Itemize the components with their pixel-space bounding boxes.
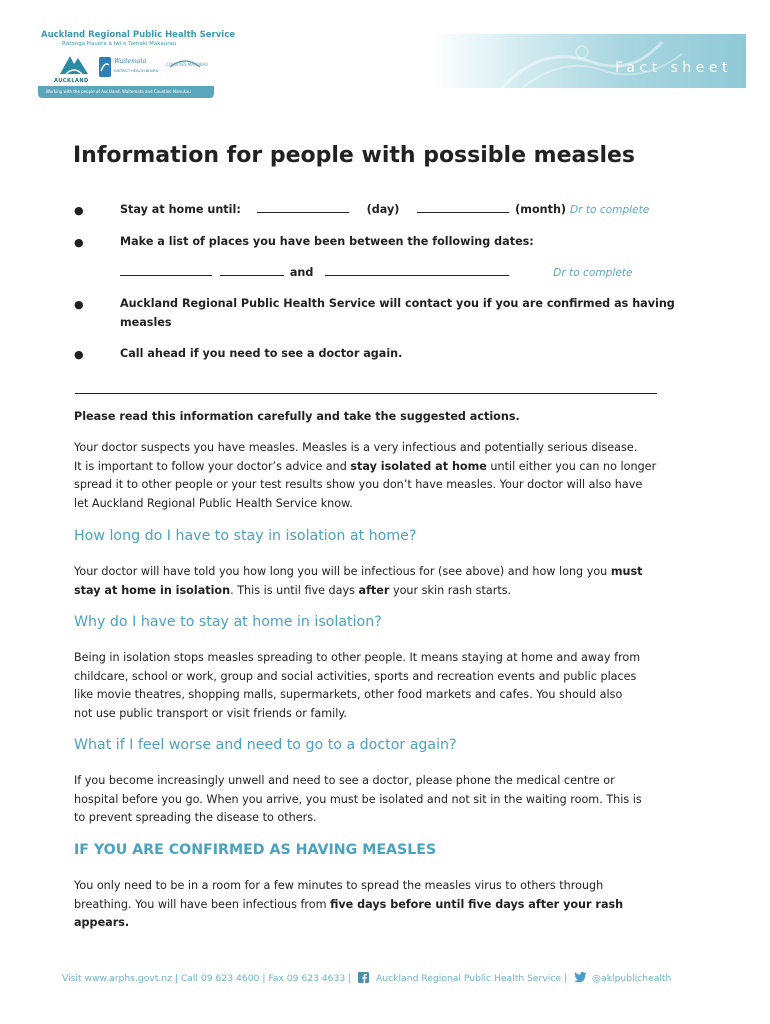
fact-sheet-banner xyxy=(432,34,746,88)
waitemata-logo xyxy=(98,56,158,82)
bullet-list-places: Make a list of places you have been between the following dates: xyxy=(120,235,534,248)
p1-line xyxy=(74,458,674,477)
page-title: Information for people with possible measles xyxy=(73,143,635,168)
divider xyxy=(75,393,657,394)
logo-subtitle: Rātonga Hauora ā Iwi o Tamaki Makaurau xyxy=(62,41,177,47)
date-to-blank xyxy=(325,266,509,276)
p5-line xyxy=(74,914,674,933)
heading-feel-worse: What if I feel worse and need to go to a doctor again? xyxy=(74,737,457,753)
p3-line: like movie theatres, shopping malls, supermarkets, other food markets and cafes. You should also xyxy=(74,688,623,702)
footer-facebook-text[interactable]: Auckland Regional Public Health Service | xyxy=(376,973,568,984)
arphs-logo-text: AUCKLAND xyxy=(54,78,89,84)
dates-line xyxy=(120,266,633,279)
month-label: (month) xyxy=(515,203,567,216)
day-blank xyxy=(257,203,349,213)
logo-card xyxy=(38,28,236,98)
dr-note: Dr to complete xyxy=(569,204,650,216)
bullet-contact-line1: Auckland Regional Public Health Service will contact you if you are confirmed as having xyxy=(120,297,675,310)
intro-text: Please read this information carefully and take the suggested actions. xyxy=(74,410,520,423)
p2-text: . This is until five days xyxy=(230,583,359,597)
paragraph-why-isolate xyxy=(74,649,674,723)
paragraph-suspects xyxy=(74,439,674,513)
stay-home-label: Stay at home until: xyxy=(120,203,241,216)
waitemata-name: Waitemata xyxy=(114,58,147,65)
p1-line: let Auckland Regional Public Health Service know. xyxy=(74,496,353,510)
p2-text: Your doctor will have told you how long you will be infectious for (see above) and how long you xyxy=(74,565,611,578)
bullet-call-ahead: Call ahead if you need to see a doctor again. xyxy=(120,347,403,360)
footer-twitter-handle[interactable]: @aklpublichealth xyxy=(591,973,672,984)
paragraph-feel-worse xyxy=(74,772,674,828)
p1-text: It is important to follow your doctor’s advice and xyxy=(74,459,351,473)
p5-line: You only need to be in a room for a few minutes to spread the measles virus to others through xyxy=(74,879,604,892)
p3-line: not use public transport or visit friends or family. xyxy=(74,706,347,720)
bullet-stay-home xyxy=(120,203,649,216)
p5-bold: five days before until five days after your rash xyxy=(330,897,624,911)
p3-line: childcare, school or work, group and social activities, sports and recreation events and public places xyxy=(74,669,637,683)
bullet-dot: ● xyxy=(74,236,84,249)
p1-text: until either you can no longer xyxy=(486,459,657,473)
p4-line: hospital before you go. When you arrive, you must be isolated and not sit in the waiting room. This is xyxy=(74,792,642,806)
heading-confirmed: IF YOU ARE CONFIRMED AS HAVING MEASLES xyxy=(74,842,437,858)
bullet-dot: ● xyxy=(74,298,84,311)
counties-manukau-name: COUNTIES MANUKAU xyxy=(166,62,209,67)
heading-how-long: How long do I have to stay in isolation at home? xyxy=(74,528,417,544)
month-blank xyxy=(417,203,509,213)
waitemata-logo-icon xyxy=(98,56,112,78)
day-label: (day) xyxy=(366,203,400,216)
fact-sheet-label: Fact sheet xyxy=(615,60,732,76)
p5-line xyxy=(74,896,674,915)
p1-bold: stay isolated at home xyxy=(350,459,487,473)
p1-line: Your doctor suspects you have measles. Measles is a very infectious and potentially serious disease. xyxy=(74,441,638,454)
dr-note: Dr to complete xyxy=(553,267,633,279)
and-label: and xyxy=(289,266,314,279)
p4-line: If you become increasingly unwell and need to see a doctor, please phone the medical centre or xyxy=(74,774,615,787)
p4-line: to prevent spreading the disease to others. xyxy=(74,811,317,825)
p1-line: spread it to other people or your test results show you don’t have measles. Your doctor will also have xyxy=(74,478,643,492)
logo-title: Auckland Regional Public Health Service xyxy=(41,30,236,40)
logo-band-text: Working with the people of Auckland, Waitemata and Counties Manukau xyxy=(46,89,191,94)
footer xyxy=(62,972,671,984)
counties-manukau-logo xyxy=(166,54,209,84)
bullet-dot: ● xyxy=(74,204,84,217)
bullet-dot: ● xyxy=(74,348,84,361)
waitemata-sub: DISTRICT HEALTH BOARD xyxy=(114,69,159,73)
paragraph-how-long xyxy=(74,563,674,600)
twitter-icon[interactable] xyxy=(574,972,585,983)
facebook-icon[interactable] xyxy=(358,972,369,983)
p2-bold: must xyxy=(610,565,643,578)
date-from-blank-2 xyxy=(220,266,284,276)
logo-band xyxy=(38,86,214,98)
bullet-contact-line2: measles xyxy=(120,316,172,329)
date-from-blank xyxy=(120,266,212,276)
p2-text: your skin rash starts. xyxy=(389,583,512,597)
p2-bold: stay at home in isolation xyxy=(74,583,231,597)
heading-why-isolate: Why do I have to stay at home in isolation? xyxy=(74,614,382,630)
logo-row xyxy=(50,50,210,90)
arphs-logo-icon xyxy=(54,52,94,88)
p5-bold: appears. xyxy=(74,916,130,930)
p2-line xyxy=(74,563,674,582)
p2-bold: after xyxy=(358,583,390,597)
p3-line: Being in isolation stops measles spreading to other people. It means staying at home and away from xyxy=(74,651,641,664)
p5-text: breathing. You will have been infectious from xyxy=(74,897,331,911)
footer-contact: Visit www.arphs.govt.nz | Call 09 623 4600 | Fax 09 623 4633 | xyxy=(62,973,352,984)
p2-line xyxy=(74,582,674,601)
paragraph-confirmed xyxy=(74,877,674,933)
